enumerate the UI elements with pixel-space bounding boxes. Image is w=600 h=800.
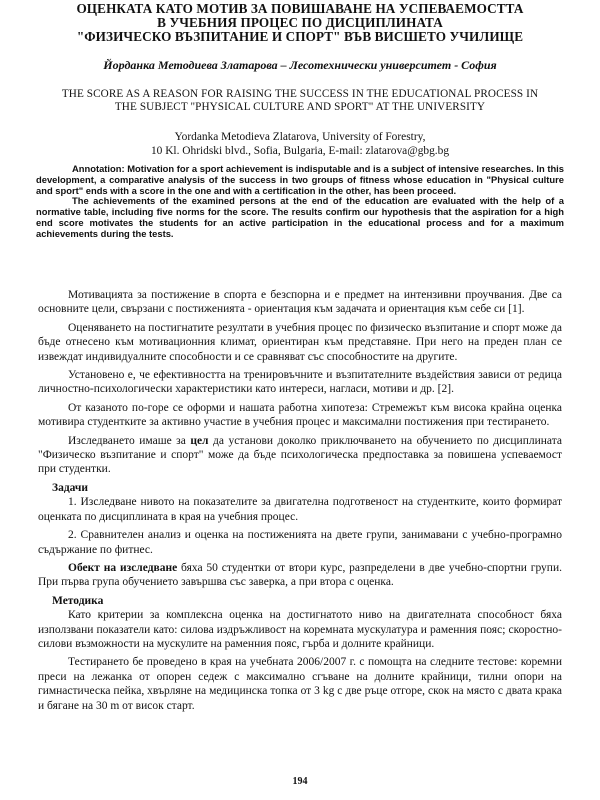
goal-text-post: да установи доколко приключването на обучението по дисциплината "Физическо възпитание и спорт" може да бъде психологическа предпоставка за повишена успеваемост при студентки. [38, 434, 562, 476]
title-bg-line-1: ОЦЕНКАТА КАТО МОТИВ ЗА ПОВИШАВАНЕ НА УСПЕВАЕМОСТТА [76, 1, 524, 16]
page-number: 194 [292, 776, 308, 787]
affiliation-line-1: Yordanka Metodieva Zlatarova, University of Forestry, [174, 131, 426, 143]
body-paragraph-2: Оценяването на постигнатите резултати в учебния процес по физическо възпитание и спорт може да бъде отнесено към мотивационния климат, ориентиран към представяне. При него на преден план се извеждат индивидуалните способности и се сравняват със способностите на другите. [38, 321, 562, 363]
title-en-line-2: THE SUBJECT "PHYSICAL CULTURE AND SPORT" AT THE UNIVERSITY [114, 101, 486, 113]
heading-method: Методика [52, 594, 104, 607]
abstract-paragraph-1 [36, 164, 564, 196]
goal-text-pre: Изследването имаше за [68, 434, 191, 447]
body-text [38, 288, 562, 717]
method-paragraph-1: Като критерии за комплексна оценка на достигнатото ниво на двигателната способност бяха използвани показатели като: силова издръжливост на коремната мускулатура и раменния пояс; скоростно-силови възможности на мускулите на раменния пояс, гърба и долните крайници. [38, 609, 562, 650]
body-paragraph-1: Мотивацията за постижение в спорта е безспорна и е предмет на интензивни проучвания. Две са основните цели, свързани с постиженията - ориентация към задачата и ориентация към себе си [1]. [38, 289, 562, 316]
title-en [22, 88, 578, 114]
body-paragraph-3: Установено е, че ефективността на тренировъчните и възпитателните въздействия зависи от редица личностно-психологически характеристики като интереси, нагласи, мотиви и др. [2]. [38, 369, 562, 396]
affiliation [20, 130, 580, 158]
object-label: Обект на изследване [68, 561, 178, 574]
title-bg [28, 2, 572, 44]
body-paragraph-4: От казаното по-горе се оформи и нашата работна хипотеза: Стремежът към висока крайна оценка мотивира студентките за активно участие в учебния процес и максимални постижения при тестирането. [38, 401, 562, 429]
task-2: 2. Сравнителен анализ и оценка на постиженията на двете групи, занимавани с учебно-програмно съдържание по фитнес. [38, 529, 562, 556]
title-bg-line-3: "ФИЗИЧЕСКО ВЪЗПИТАНИЕ И СПОРТ" ВЪВ ВИСШЕТО УЧИЛИЩЕ [76, 29, 524, 44]
object-paragraph [38, 561, 562, 590]
body-paragraph-5 [38, 434, 562, 477]
title-en-line-1: THE SCORE AS A REASON FOR RAISING THE SUCCESS IN THE EDUCATIONAL PROCESS IN [61, 88, 539, 100]
affiliation-line-2: 10 Kl. Ohridski blvd., Sofia, Bulgaria, E-mail: zlatarova@gbg.bg [150, 145, 450, 157]
abstract-text-1: Motivation for a sport achievement is indisputable and is a subject of intensive researches. In this development, a comparative analysis of the success in two groups of fitness whose education in "Physical culture and sport" ends with a score in the one and with a certification in the other, has been proceed. [36, 163, 564, 196]
abstract [36, 164, 564, 240]
method-paragraph-2: Тестирането бе проведено в края на учебната 2006/2007 г. с помощта на следните тестове: коремни преси на лежанка от опорен седеж с максимално сгъване на долните крайници, тилни опори на гимнастическа пейка, хвърляне на медицинска топка от 3 kg с две ръце отгоре, скок на място с двата крака и бягане на 30 m от висок старт. [38, 656, 562, 712]
abstract-paragraph-2: The achievements of the examined persons at the end of the education are evaluated with the help of a normative table, including five norms for the score. The results confirm our hypothesis that the aspiration for a high end score motivates the students for an active participation in the educational process and for a maximum achievements during the tests. [36, 195, 564, 239]
task-1: 1. Изследване нивото на показателите за двигателна подготвеност на студентките, които формират оценката по дисциплината в края на учебния процес. [38, 496, 562, 523]
heading-tasks: Задачи [52, 481, 89, 494]
author-bg: Йорданка Методиева Златарова – Лесотехнически университет - София [103, 58, 497, 72]
goal-label: цел [190, 434, 209, 447]
abstract-label: Annotation: [72, 163, 125, 174]
object-text: бяха 50 студентки от втори курс, разпределени в две учебно-спортни групи. При първа група обучението завършва със заверка, а при втора с оценка. [38, 561, 562, 589]
title-bg-line-2: В УЧЕБНИЯ ПРОЦЕС ПО ДИСЦИПЛИНАТА [157, 15, 443, 30]
